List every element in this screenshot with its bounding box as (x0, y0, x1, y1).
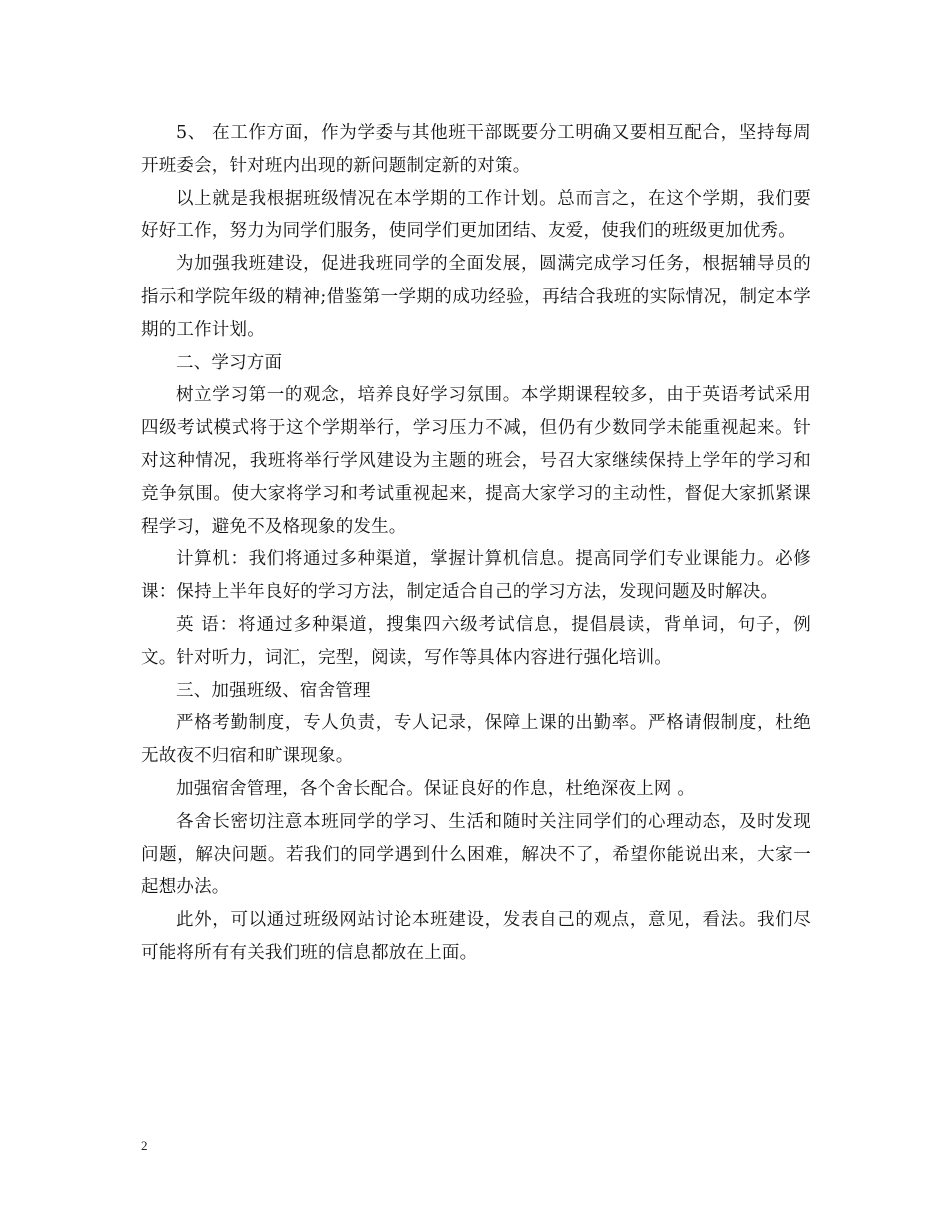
paragraph-website: 此外，可以通过班级网站讨论本班建设，发表自己的观点，意见，看法。我们尽可能将所有有关我们班的信息都放在上面。 (141, 910, 811, 963)
paragraph-dorm: 加强宿舍管理，各个舍长配合。保证良好的作息，杜绝深夜上网 。 (176, 778, 696, 799)
document-body (141, 117, 811, 970)
paragraph-work-aspect: 5、 在工作方面，作为学委与其他班干部既要分工明确又要相互配合，坚持每周开班委会，针对班内出现的新问题制定新的对策。 (141, 123, 811, 176)
paragraph-dorm-leaders: 各舍长密切注意本班同学的学习、生活和随时关注同学们的心理动态，及时发现问题，解决问题。若我们的同学遇到什么困难，解决不了，希望你能说出来，大家一起想办法。 (141, 811, 811, 898)
paragraph-intro: 为加强我班建设，促进我班同学的全面发展，圆满完成学习任务，根据辅导员的指示和学院年级的精神;借鉴第一学期的成功经验，再结合我班的实际情况，制定本学期的工作计划。 (141, 254, 811, 340)
heading-management: 三、加强班级、宿舍管理 (176, 680, 371, 701)
paragraph-study-atmosphere: 树立学习第一的观念，培养良好学习氛围。本学期课程较多，由于英语考试采用四级考试模式将于这个学期举行，学习压力不减，但仍有少数同学未能重视起来。针对这种情况，我班将举行学风建设为主题的班会，号召大家继续保持上学年的学习和竞争氛围。使大家将学习和考试重视起来，提高大家学习的主动性，督促大家抓紧课程学习，避免不及格现象的发生。 (141, 385, 811, 537)
paragraph-computer-courses: 计算机：我们将通过多种渠道，掌握计算机信息。提高同学们专业课能力。必修课：保持上半年良好的学习方法，制定适合自己的学习方法，发现问题及时解决。 (141, 549, 811, 603)
paragraph-summary: 以上就是我根据班级情况在本学期的工作计划。总而言之，在这个学期，我们要好好工作，努力为同学们服务，使同学们更加团结、友爱，使我们的班级更加优秀。 (141, 188, 811, 242)
heading-study: 二、学习方面 (176, 352, 283, 373)
paragraph-attendance: 严格考勤制度，专人负责，专人记录，保障上课的出勤率。严格请假制度，杜绝无故夜不归宿和旷课现象。 (141, 713, 811, 767)
paragraph-english: 英 语：将通过多种渠道，搜集四六级考试信息，提倡晨读，背单词，句子，例文。针对听力，词汇，完型，阅读，写作等具体内容进行强化培训。 (141, 614, 811, 668)
page-number: 2 (141, 1138, 148, 1153)
